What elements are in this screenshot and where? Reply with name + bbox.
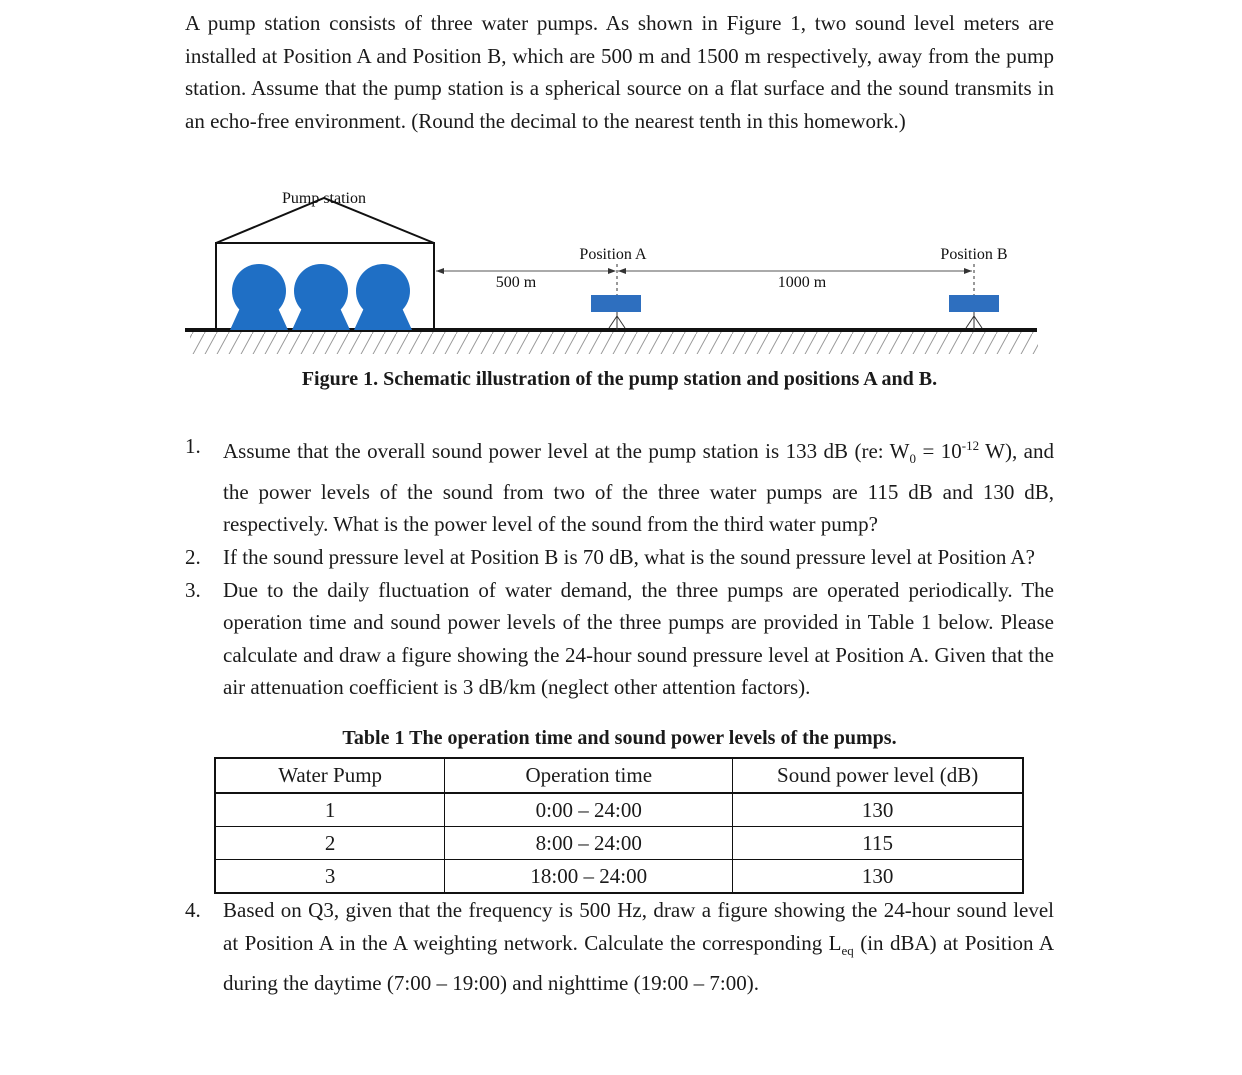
intro-paragraph: A pump station consists of three water pumps. As shown in Figure 1, two sound level meters are installed at Position A and Position B, which are 500 m and 1500 m respectively, away from the pump station. Assume that the pump station is a spherical source on a flat surface and the sound transmits in an echo-free environment. (Round the decimal to the nearest tenth in this homework.) [185, 11, 1054, 133]
table-cell: 8:00 – 24:00 [445, 827, 733, 860]
question-list-continued [185, 894, 1054, 1000]
ground-hatch [190, 332, 1038, 354]
table-header: Water Pump [215, 758, 445, 793]
question-4: 4. Based on Q3, given that the frequency is 500 Hz, draw a figure showing the 24-hour sound level at Position A in the A weighting network. Calculate the corresponding $L_{eq}$ (in dBA) at Position A during the daytime (7:00 – 19:00) and nighttime (19:00 – 7:00). [185, 894, 1054, 1000]
distance-500m-label: 500 m [495, 274, 537, 291]
pump-station-label: Pump station [281, 190, 367, 207]
question-number: 3. [185, 577, 201, 602]
table-cell: 2 [215, 827, 445, 860]
question-number: 2. [185, 544, 201, 569]
table-cell: 115 [733, 827, 1023, 860]
pump-table [214, 757, 1024, 894]
table-row [215, 793, 1023, 827]
table-cell: 130 [733, 860, 1023, 894]
table-row [215, 860, 1023, 894]
question-list [185, 430, 1054, 704]
sound-meter-b [949, 295, 999, 330]
sound-meter-a [591, 295, 641, 330]
schematic-figure [180, 180, 1050, 360]
table-title: Table 1 The operation time and sound power levels of the pumps. [342, 727, 897, 749]
table-cell: 18:00 – 24:00 [445, 860, 733, 894]
question-number: 4. [185, 898, 201, 922]
position-a-label: Position A [579, 246, 647, 263]
table-header-row [215, 758, 1023, 793]
position-b-label: Position B [940, 246, 1008, 263]
table-cell: 1 [215, 793, 445, 827]
pump-1 [230, 264, 288, 330]
pump-2 [292, 264, 350, 330]
question-number: 1. [185, 434, 201, 458]
question-3: 3. Due to the daily fluctuation of water demand, the three pumps are operated periodically. The operation time and sound power levels of the three pumps are provided in Table 1 below. Please calculate and draw a figure showing the 24-hour sound pressure level at Position A. Given that the air attenuation coefficient is 3 dB/km (neglect other attention factors). [185, 574, 1054, 704]
table-row [215, 827, 1023, 860]
table-cell: 0:00 – 24:00 [445, 793, 733, 827]
table-header: Sound power level (dB) [733, 758, 1023, 793]
pump-3 [354, 264, 412, 330]
table-cell: 130 [733, 793, 1023, 827]
question-2: 2. If the sound pressure level at Position B is 70 dB, what is the sound pressure level at Position A? [185, 541, 1054, 574]
figure-caption: Figure 1. Schematic illustration of the pump station and positions A and B. [301, 368, 938, 390]
distance-1000m-label: 1000 m [777, 274, 827, 291]
question-1: 1. Assume that the overall sound power level at the pump station is 133 dB (re: $W_0 = 10^{-12}$ W), and the power levels of the sound from two of the three water pumps are 115 dB and 130 dB, respectively. What is the power level of the sound from the third water pump? [185, 430, 1054, 541]
table-header: Operation time [445, 758, 733, 793]
table-cell: 3 [215, 860, 445, 894]
